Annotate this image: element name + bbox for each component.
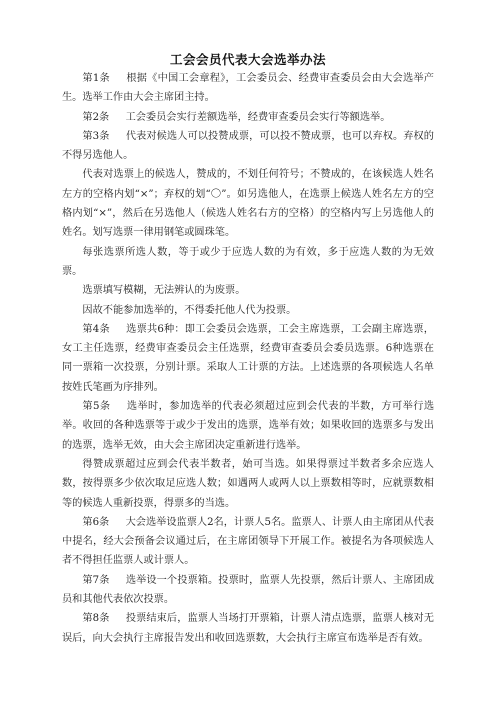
- paragraph-void-ballots: [62, 281, 434, 300]
- paragraph-article-7: [62, 571, 434, 610]
- article-number: 第4条: [82, 323, 110, 335]
- paragraph-article-1: [62, 69, 434, 108]
- article-number: 第7条: [82, 574, 110, 586]
- paragraph-text: 每张选票所选人数，等于或少于应选人数的为有效，多于应选人数的为无效票。: [62, 246, 434, 277]
- paragraph-article-3: [62, 127, 434, 166]
- paragraph-text: 投票结束后，监票人当场打开票箱，计票人清点选票，监票人核对无误后，向大会执行主席报告发出和收回选票数，大会执行主席宣布选举是否有效。: [62, 613, 434, 644]
- paragraph-text: 得赞成票超过应到会代表半数者，始可当选。如果得票过半数者多余应选人数，按得票多少依次取足应选人数；如遇两人或两人以上票数相等时，应就票数相等的候选人重新投票，得票多的当选。: [62, 458, 434, 509]
- document-title: 工会会员代表大会选举办法: [169, 52, 326, 67]
- document-body: [62, 69, 434, 648]
- paragraph-article-6: [62, 513, 434, 571]
- paragraph-majority: [62, 455, 434, 513]
- paragraph-text: 代表对选票上的候选人，赞成的，不划任何符号；不赞成的，在该候选人姓名左方的空格内划“×”；弃权的划“〇”。如另选他人，在选票上候选人姓名左方的空格内划“×”，然后在另选他人（候选人姓名右方的空格）的空格内写上另选他人的姓名。划写选票一律用钢笔或圆珠笔。: [62, 169, 434, 239]
- paragraph-article-4: [62, 320, 434, 397]
- paragraph-valid-ballots: [62, 243, 434, 282]
- article-number: 第3条: [82, 130, 110, 142]
- paragraph-text: 工会委员会实行差额选举，经费审查委员会实行等额选举。: [125, 111, 391, 123]
- paragraph-article-2: [62, 108, 434, 127]
- article-number: 第6条: [82, 516, 110, 528]
- paragraph-text: 大会选举设监票人2名，计票人5名。监票人、计票人由主席团从代表中提名，经大会预备会议通过后，在主席团领导下开展工作。被提名为各项候选人者不得担任监票人或计票人。: [62, 516, 434, 567]
- paragraph-text: 因故不能参加选举的，不得委托他人代为投票。: [82, 304, 297, 316]
- paragraph-article-8: [62, 609, 434, 648]
- paragraph-text: 选票填写模糊，无法辨认的为废票。: [82, 285, 246, 297]
- paragraph-text: 选票共6种：即工会委员会选票，工会主席选票，工会副主席选票，女工主任选票，经费审查委员会主任选票，经费审查委员会委员选票。6种选票在同一票箱一次投票，分别计票。采取人工计票的方法。上述选票的各项候选人名单按姓氏笔画为序排列。: [62, 323, 434, 393]
- article-number: 第5条: [82, 401, 111, 413]
- paragraph-text: 代表对候选人可以投赞成票，可以投不赞成票，也可以弃权。弃权的不得另选他人。: [62, 130, 434, 162]
- paragraph-text: 选举时，参加选举的代表必须超过应到会代表的半数，方可举行选举。收回的各种选票等于或少于发出的选票，选举有效；如果收回的选票多与发出的选票，选举无效，由大会主席团决定重新进行选举。: [62, 401, 435, 451]
- article-number: 第1条: [82, 73, 110, 84]
- paragraph-text: 根据《中国工会章程》，工会委员会、经费审查委员会由大会选举产生。选举工作由大会主席团主持。: [62, 73, 434, 104]
- paragraph-no-proxy: [62, 301, 434, 320]
- article-number: 第8条: [82, 613, 110, 625]
- paragraph-article-5: [62, 397, 434, 455]
- paragraph-text: 选举设一个投票箱。投票时，监票人先投票，然后计票人、主席团成员和其他代表依次投票。: [62, 574, 434, 606]
- paragraph-voting-marks: [62, 165, 434, 242]
- article-number: 第2条: [82, 111, 110, 123]
